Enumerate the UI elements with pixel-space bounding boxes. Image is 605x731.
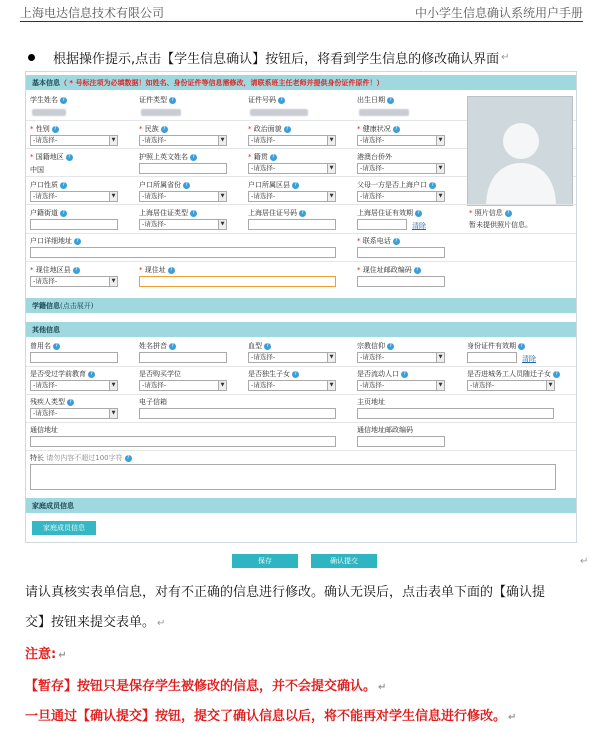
chevron-down-icon: ▼ xyxy=(436,381,444,390)
label-nationality: * 国籍地区 ? xyxy=(30,152,73,162)
label-mail-address: 通信地址 xyxy=(30,426,58,434)
political-status-select[interactable]: -请选择- ▼ xyxy=(248,135,336,146)
help-icon[interactable]: ? xyxy=(414,267,421,274)
divider xyxy=(26,233,576,234)
label-only-child: 是否独生子女 ? xyxy=(248,369,299,379)
chevron-down-icon: ▼ xyxy=(109,409,117,418)
paragraph-mark-icon: ↵ xyxy=(58,650,67,661)
clear-link[interactable]: 清除 xyxy=(522,355,536,363)
label-birth-date: 出生日期 ? xyxy=(357,95,394,105)
help-icon[interactable]: ? xyxy=(387,343,394,350)
gender-select[interactable]: -请选择- ▼ xyxy=(30,135,118,146)
help-icon[interactable]: ? xyxy=(299,210,306,217)
chevron-down-icon: ▼ xyxy=(218,192,226,201)
label-specialty: 特长 请勿内容不超过100字符 ? xyxy=(30,453,132,463)
help-icon[interactable]: ? xyxy=(52,126,59,133)
clear-link[interactable]: 清除 xyxy=(412,222,426,230)
hukou-nature-select[interactable]: -请选择- ▼ xyxy=(30,191,118,202)
preschool-select[interactable]: -请选择- ▼ xyxy=(30,380,118,391)
label-student-name: 学生姓名 ? xyxy=(30,95,67,105)
specialty-textarea[interactable] xyxy=(30,464,556,490)
avatar-icon xyxy=(468,97,573,206)
label-id-valid: 身份证件有效期 ? xyxy=(467,341,525,351)
email-input[interactable] xyxy=(139,408,336,419)
label-health: * 健康状况 ? xyxy=(357,124,400,134)
help-icon[interactable]: ? xyxy=(66,154,73,161)
only-child-select[interactable]: -请选择- ▼ xyxy=(248,380,336,391)
label-ethnicity: * 民族 ? xyxy=(139,124,168,134)
student-info-form xyxy=(25,71,577,543)
contact-phone-input[interactable] xyxy=(357,247,445,258)
nationality-value: 中国 xyxy=(30,166,44,174)
label-religion: 宗教信仰 ? xyxy=(357,341,394,351)
help-icon[interactable]: ? xyxy=(415,210,422,217)
help-icon[interactable]: ? xyxy=(518,343,525,350)
paragraph-mark-icon: ↵ xyxy=(580,556,589,567)
label-homepage: 主页地址 xyxy=(357,398,385,406)
chevron-down-icon: ▼ xyxy=(327,136,335,145)
label-photo-info: * 照片信息 ? xyxy=(469,208,512,218)
hukou-district-select[interactable]: -请选择- ▼ xyxy=(248,191,336,202)
chevron-down-icon: ▼ xyxy=(218,381,226,390)
paragraph-mark-icon: ↵ xyxy=(378,682,387,693)
passport-name-input[interactable] xyxy=(139,163,227,174)
chevron-down-icon: ▼ xyxy=(436,192,444,201)
page-header xyxy=(20,2,583,22)
chevron-down-icon: ▼ xyxy=(327,192,335,201)
help-icon[interactable]: ? xyxy=(393,126,400,133)
chevron-down-icon: ▼ xyxy=(327,353,335,362)
label-floating: 是否流动人口 ? xyxy=(357,369,408,379)
family-info-title: 家庭成员信息 xyxy=(32,502,74,510)
family-members-button[interactable]: 家庭成员信息 xyxy=(32,521,96,535)
label-political-status: * 政治面貌 ? xyxy=(248,124,291,134)
help-icon[interactable]: ? xyxy=(505,210,512,217)
label-hukou-nature: 户口性质 ? xyxy=(30,180,67,190)
label-sh-permit-type: 上海居住证类型 ? xyxy=(139,208,197,218)
note-title: 注意: ↵ xyxy=(25,647,67,662)
label-native-place: * 籍贯 ? xyxy=(248,152,277,162)
label-gender: * 性别 ? xyxy=(30,124,59,134)
label-sh-permit-valid: 上海居住证有效期 ? xyxy=(357,208,422,218)
instruction-line-1: 请认真核实表单信息，对有不正确的信息进行修改。确认无误后，点击表单下面的【确认提 xyxy=(25,585,546,600)
hukou-address-input[interactable] xyxy=(30,247,336,258)
chevron-down-icon: ▼ xyxy=(436,136,444,145)
sh-permit-valid-input[interactable] xyxy=(357,219,407,230)
bullet-icon xyxy=(28,54,35,61)
redacted-id-type xyxy=(141,109,181,116)
health-select[interactable]: -请选择- ▼ xyxy=(357,135,445,146)
help-icon[interactable]: ? xyxy=(553,371,560,378)
sh-permit-no-input[interactable] xyxy=(248,219,336,230)
paragraph-mark-icon: ↵ xyxy=(501,52,510,63)
homepage-input[interactable] xyxy=(357,408,554,419)
religion-select[interactable]: -请选择- ▼ xyxy=(357,352,445,363)
divider xyxy=(26,422,576,423)
label-blood: 血型 ? xyxy=(248,341,271,351)
former-name-input[interactable] xyxy=(30,352,118,363)
basic-info-title: 基本信息 xyxy=(32,79,60,87)
chevron-down-icon: ▼ xyxy=(327,381,335,390)
help-icon[interactable]: ? xyxy=(284,126,291,133)
divider xyxy=(26,204,576,205)
label-pinyin: 姓名拼音 ? xyxy=(139,341,176,351)
chevron-down-icon: ▼ xyxy=(218,136,226,145)
chevron-down-icon: ▼ xyxy=(109,277,117,286)
mail-address-input[interactable] xyxy=(30,436,336,447)
current-address-input[interactable] xyxy=(139,276,336,287)
redacted-student-name xyxy=(32,109,66,116)
label-hk-macau: 港澳台侨外 xyxy=(357,153,392,161)
label-hukou-street: 户籍街道 ? xyxy=(30,208,67,218)
chevron-down-icon: ▼ xyxy=(546,381,554,390)
no-photo-text: 暂未提供照片信息。 xyxy=(469,221,532,229)
label-parent-sh-hukou: 父母一方是否上海户口 ? xyxy=(357,180,436,190)
label-email: 电子信箱 xyxy=(139,398,167,406)
label-hukou-district: 户口所属区县 ? xyxy=(248,180,299,190)
help-icon[interactable]: ? xyxy=(190,154,197,161)
hk-macau-select[interactable]: -请选择- ▼ xyxy=(357,163,445,174)
help-icon[interactable]: ? xyxy=(125,455,132,462)
study-info-hint: (点击展开) xyxy=(60,302,94,310)
chevron-down-icon: ▼ xyxy=(327,164,335,173)
help-icon[interactable]: ? xyxy=(161,126,168,133)
help-icon[interactable]: ? xyxy=(401,371,408,378)
help-icon[interactable]: ? xyxy=(60,182,67,189)
label-mail-postcode: 通信地址邮政编码 xyxy=(357,426,413,434)
basic-info-warning: （ * 号标注项为必填数据！如姓名、身份证件等信息需修改，请联系班主任老师并提供身份证件原件！） xyxy=(60,79,384,87)
sh-permit-type-select[interactable]: -请选择- ▼ xyxy=(139,219,227,230)
intro-bullet xyxy=(28,48,510,67)
current-district-select[interactable]: -请选择- ▼ xyxy=(30,276,118,287)
help-icon[interactable]: ? xyxy=(74,238,81,245)
divider xyxy=(26,394,576,395)
hukou-street-input[interactable] xyxy=(30,219,118,230)
help-icon[interactable]: ? xyxy=(387,97,394,104)
redacted-id-number xyxy=(250,109,308,116)
help-icon[interactable]: ? xyxy=(278,97,285,104)
label-contact-phone: * 联系电话 ? xyxy=(357,236,400,246)
pinyin-input[interactable] xyxy=(139,352,227,363)
label-preschool: 是否受过学前教育 ? xyxy=(30,369,95,379)
divider xyxy=(26,261,576,262)
chevron-down-icon: ▼ xyxy=(436,353,444,362)
chevron-down-icon: ▼ xyxy=(109,192,117,201)
study-info-header[interactable] xyxy=(26,298,576,313)
ethnicity-select[interactable]: -请选择- ▼ xyxy=(139,135,227,146)
divider xyxy=(26,366,576,367)
paragraph-mark-icon: ↵ xyxy=(157,618,166,629)
chevron-down-icon: ▼ xyxy=(436,164,444,173)
label-former-name: 曾用名 ? xyxy=(30,341,60,351)
help-icon[interactable]: ? xyxy=(169,343,176,350)
confirm-submit-button[interactable]: 确认提交 xyxy=(311,554,377,568)
help-icon[interactable]: ? xyxy=(67,399,74,406)
form-actions xyxy=(232,554,377,568)
parent-sh-hukou-select[interactable]: -请选择- ▼ xyxy=(357,191,445,202)
native-place-select[interactable]: -请选择- ▼ xyxy=(248,163,336,174)
label-disability: 残疾人类型 ? xyxy=(30,397,74,407)
help-icon[interactable]: ? xyxy=(60,97,67,104)
help-icon[interactable]: ? xyxy=(393,238,400,245)
help-icon[interactable]: ? xyxy=(190,210,197,217)
paragraph-mark-icon: ↵ xyxy=(508,712,517,723)
help-icon[interactable]: ? xyxy=(88,371,95,378)
disability-select[interactable]: -请选择- ▼ xyxy=(30,408,118,419)
family-info-header xyxy=(26,498,576,513)
help-icon[interactable]: ? xyxy=(292,182,299,189)
redacted-birth-date xyxy=(359,109,409,116)
note-line-1: 【暂存】按钮只是保存学生被修改的信息，并不会提交确认。 ↵ xyxy=(25,679,387,694)
other-info-title: 其他信息 xyxy=(32,326,60,334)
instruction-line-2: 交】按钮来提交表单。 ↵ xyxy=(25,615,166,630)
label-purchased-seat: 是否购买学位 xyxy=(139,370,181,378)
help-icon[interactable]: ? xyxy=(169,97,176,104)
save-button[interactable]: 保存 xyxy=(232,554,298,568)
intro-text: 根据操作提示,点击【学生信息确认】按钮后，将看到学生信息的修改确认界面 xyxy=(53,52,500,67)
label-sh-permit-no: 上海居住证号码 ? xyxy=(248,208,306,218)
help-icon[interactable]: ? xyxy=(292,371,299,378)
blood-select[interactable]: -请选择- ▼ xyxy=(248,352,336,363)
chevron-down-icon: ▼ xyxy=(109,136,117,145)
current-postcode-input[interactable] xyxy=(357,276,445,287)
company-name: 上海电达信息技术有限公司 xyxy=(20,6,165,20)
label-current-postcode: * 现住址邮政编码 ? xyxy=(357,265,421,275)
help-icon[interactable]: ? xyxy=(168,267,175,274)
migrant-child-select[interactable]: -请选择- ▼ xyxy=(467,380,555,391)
label-migrant-child: 是否进城务工人员随迁子女 ? xyxy=(467,369,560,379)
help-icon[interactable]: ? xyxy=(60,210,67,217)
chevron-down-icon: ▼ xyxy=(109,381,117,390)
help-icon[interactable]: ? xyxy=(73,267,80,274)
label-passport-name: 护照上英文姓名 ? xyxy=(139,152,197,162)
hukou-province-select[interactable]: -请选择- ▼ xyxy=(139,191,227,202)
floating-select[interactable]: -请选择- ▼ xyxy=(357,380,445,391)
label-current-district: * 现住地区县 ? xyxy=(30,265,80,275)
label-id-type: 证件类型 ? xyxy=(139,95,176,105)
study-info-title: 学籍信息 xyxy=(32,302,60,310)
basic-info-header xyxy=(26,75,576,90)
help-icon[interactable]: ? xyxy=(270,154,277,161)
help-icon[interactable]: ? xyxy=(183,182,190,189)
label-hukou-address: 户口详细地址 ? xyxy=(30,236,81,246)
student-photo xyxy=(467,96,573,206)
divider xyxy=(26,450,576,451)
manual-title: 中小学生信息确认系统用户手册 xyxy=(414,6,583,20)
chevron-down-icon: ▼ xyxy=(218,220,226,229)
label-id-number: 证件号码 ? xyxy=(248,95,285,105)
help-icon[interactable]: ? xyxy=(264,343,271,350)
help-icon[interactable]: ? xyxy=(429,182,436,189)
other-info-header xyxy=(26,322,576,337)
purchased-seat-select[interactable]: -请选择- ▼ xyxy=(139,380,227,391)
id-valid-input[interactable] xyxy=(467,352,517,363)
mail-postcode-input[interactable] xyxy=(357,436,445,447)
label-current-address: * 现住址 ? xyxy=(139,265,175,275)
note-line-2: 一旦通过【确认提交】按钮，提交了确认信息以后，将不能再对学生信息进行修改。 ↵ xyxy=(25,709,517,724)
label-hukou-province: 户口所属省份 ? xyxy=(139,180,190,190)
help-icon[interactable]: ? xyxy=(53,343,60,350)
